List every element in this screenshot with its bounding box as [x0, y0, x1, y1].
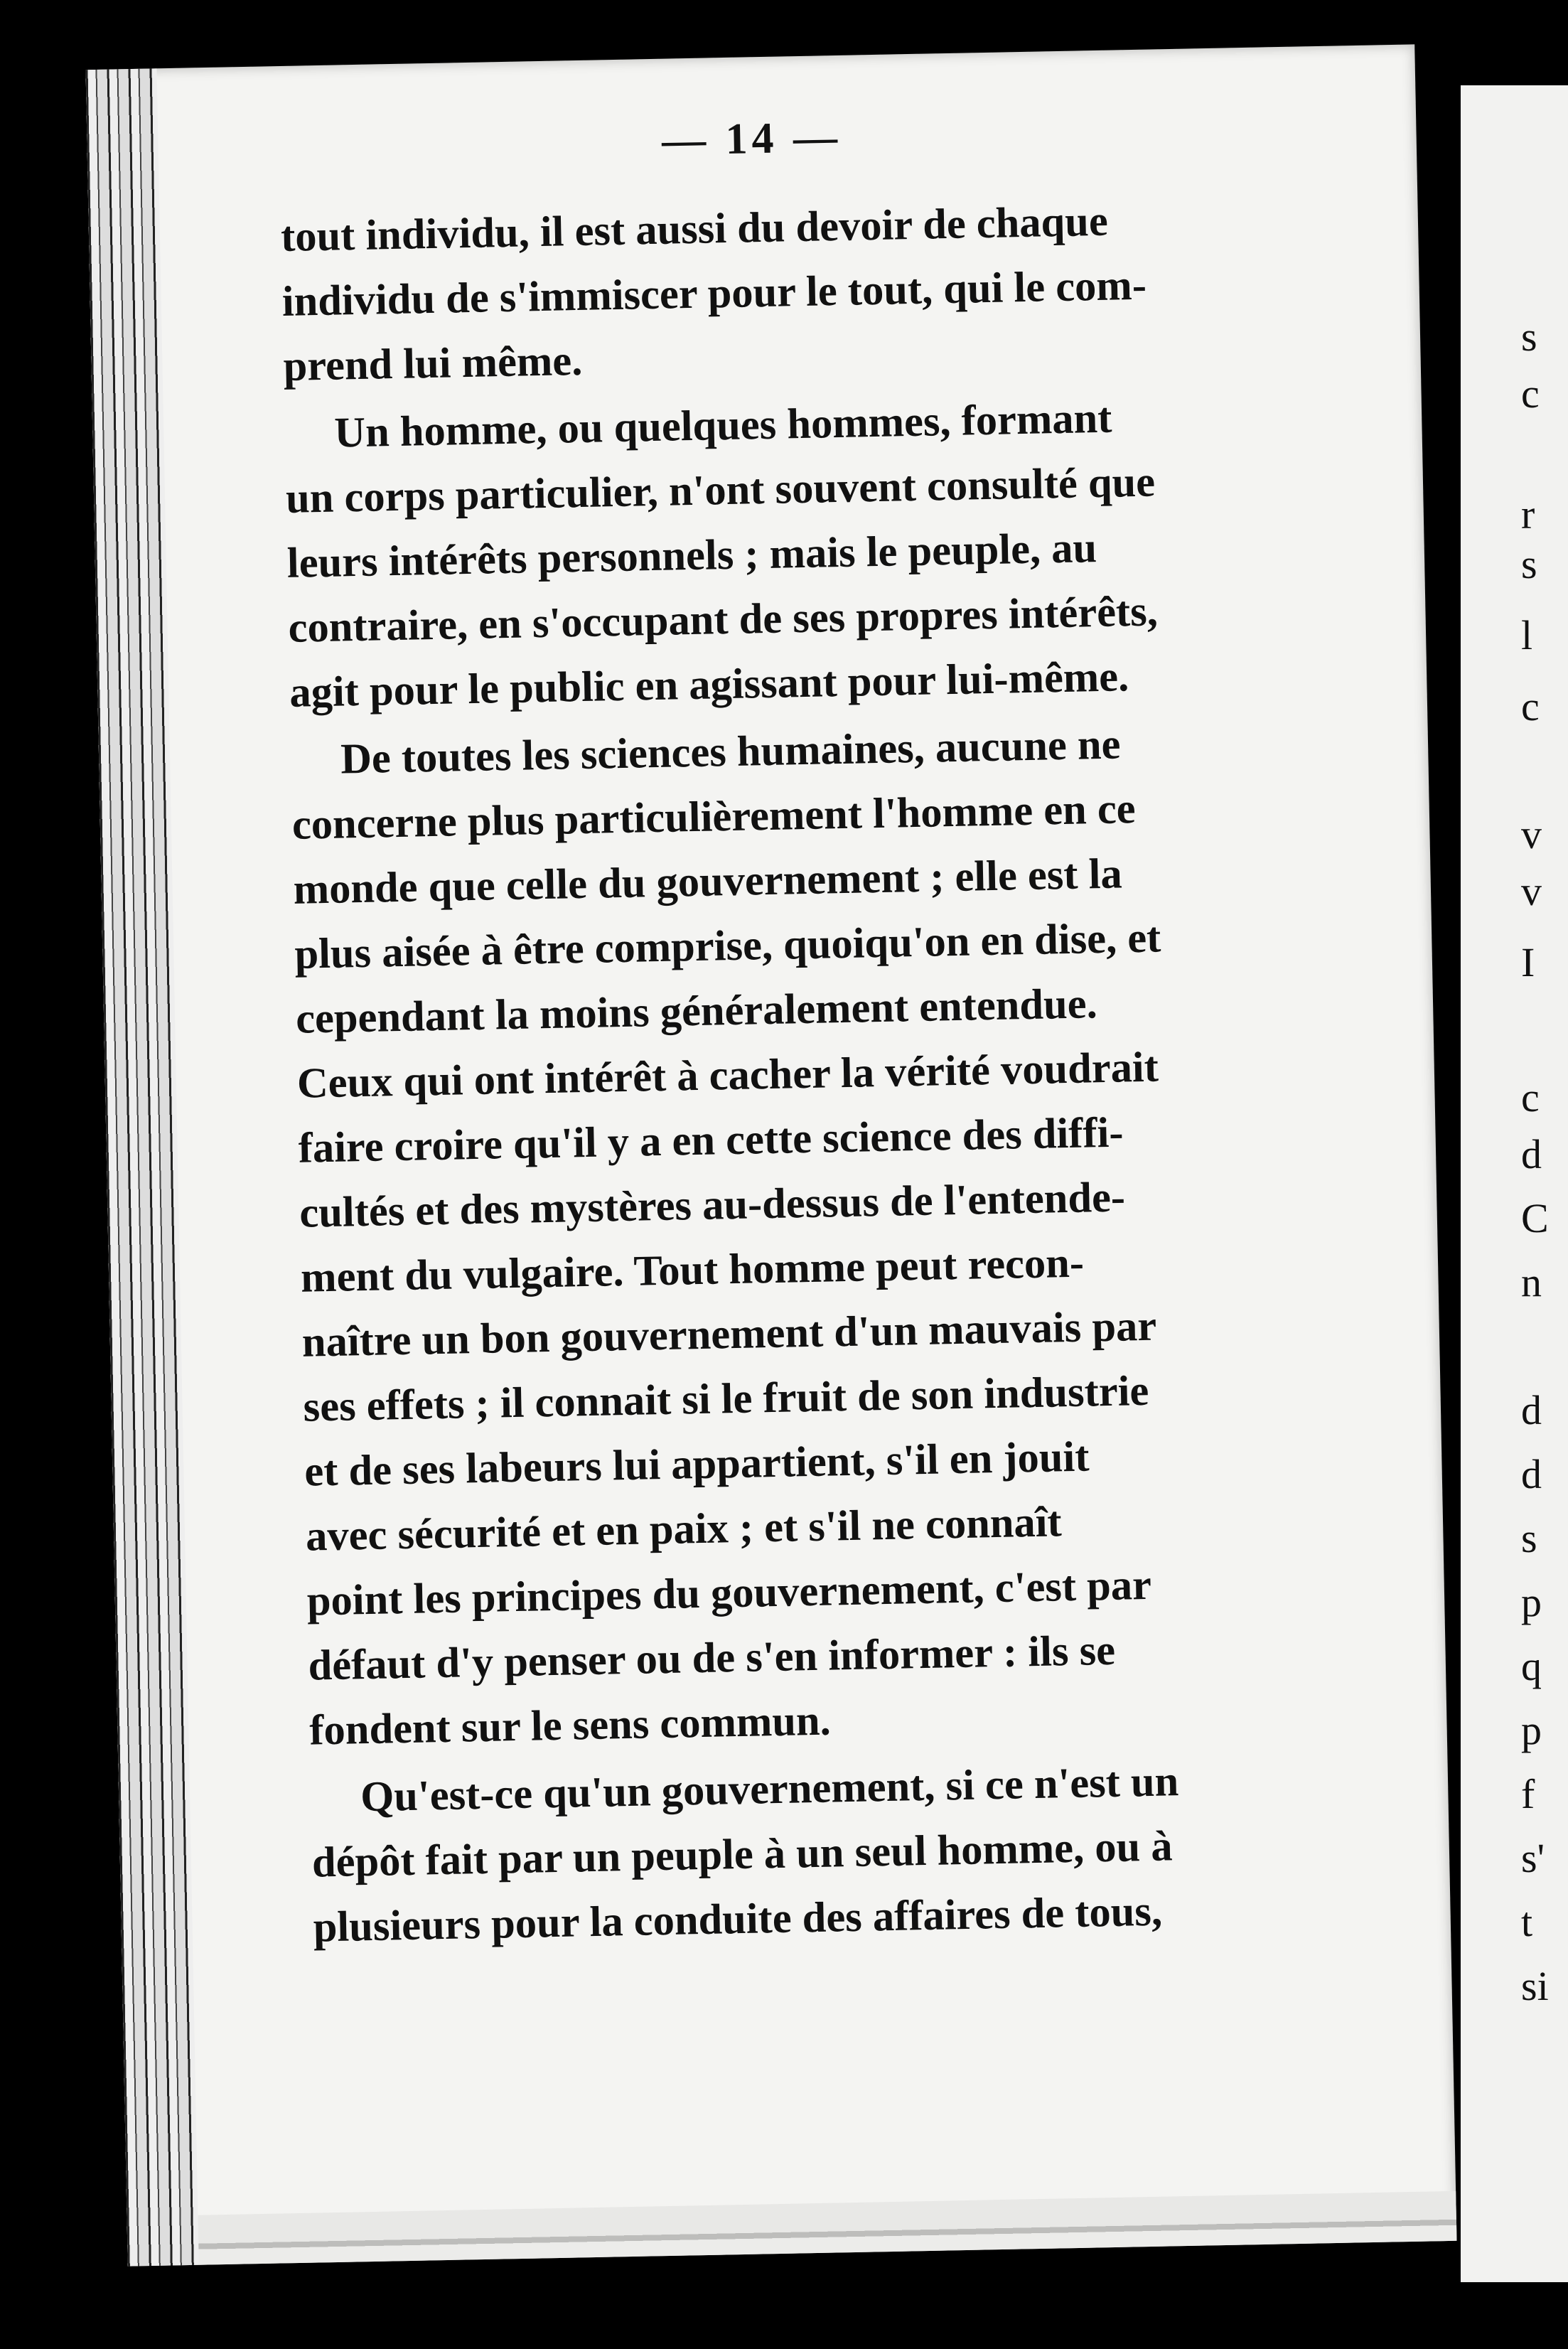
fragment-letter: n [1521, 1259, 1542, 1305]
fragment-letter: d [1521, 1387, 1542, 1433]
fragment-letter: q [1521, 1643, 1542, 1689]
book-page-14 [86, 44, 1457, 2266]
fragment-letter: c [1521, 1074, 1540, 1120]
fragment-letter: s [1521, 541, 1537, 587]
fragment-letter: d [1521, 1131, 1542, 1177]
adjacent-page-text-fragments [1521, 0, 1568, 2349]
page-number: — 14 — [661, 112, 842, 165]
fragment-letter: t [1521, 1899, 1533, 1945]
fragment-letter: d [1521, 1451, 1542, 1497]
fragment-letter: si [1521, 1963, 1549, 2009]
page-bottom-edge [198, 2191, 1456, 2265]
paragraph-2: Un homme, ou quelques hommes, formant un corps particulier, n'ont souvent consulté que leurs intérêts personnels ; mais le peuple, au contraire, en s'occupant de ses propres intérêts, agit pour le public en agissant pour lui-même. [285, 394, 1159, 717]
page-body-text [280, 184, 1380, 1962]
fragment-letter: c [1521, 370, 1540, 417]
paragraph-4: Qu'est-ce qu'un gouvernement, si ce n'est un dépôt fait par un peuple à un seul homme, ou à plusieurs pour la conduite des affaires de tous, [311, 1757, 1179, 1952]
fragment-letter: p [1521, 1579, 1542, 1625]
fragment-letter: v [1521, 811, 1542, 857]
fragment-letter: l [1521, 612, 1533, 658]
fragment-letter: c [1521, 683, 1540, 729]
fragment-letter: p [1521, 1707, 1542, 1753]
fragment-letter: v [1521, 868, 1542, 914]
fragment-letter: r [1521, 491, 1535, 537]
fragment-letter: f [1521, 1771, 1535, 1817]
paragraph-1: tout individu, il est aussi du devoir de chaque individu de s'immiscer pour le tout, qui le com- prend lui même. [280, 197, 1147, 390]
page-edge-leaves [86, 68, 199, 2266]
fragment-letter: s' [1521, 1835, 1545, 1881]
fragment-letter: s [1521, 1515, 1537, 1561]
fragment-letter: I [1521, 939, 1535, 985]
paragraph-3: De toutes les sciences humaines, aucune ne concerne plus particulièrement l'homme en ce monde que celle du gouvernement ; elle est la plus aisée à être comprise, quoiqu'on en dise, et cependant la moins généralement entendue. Ceux qui ont intérêt à cacher la vérité voudrait faire croire qu'il y a en cette science des diffi- cultés et des mystères au-dessus de l'entende- ment du vulgaire. Tout homme peut recon- naître un bon gouvernement d'un mauvais par ses effets ; il connait si le fruit de son industrie et de ses labeurs lui appartient, s'il en jouit avec sécurité et en paix ; et s'il ne connaît point les principes du gouvernement, c'est par défaut d'y penser ou de s'en informer : ils se fondent sur le sens commun. [291, 720, 1161, 1755]
fragment-letter: C [1521, 1195, 1549, 1241]
fragment-letter: s [1521, 314, 1537, 360]
